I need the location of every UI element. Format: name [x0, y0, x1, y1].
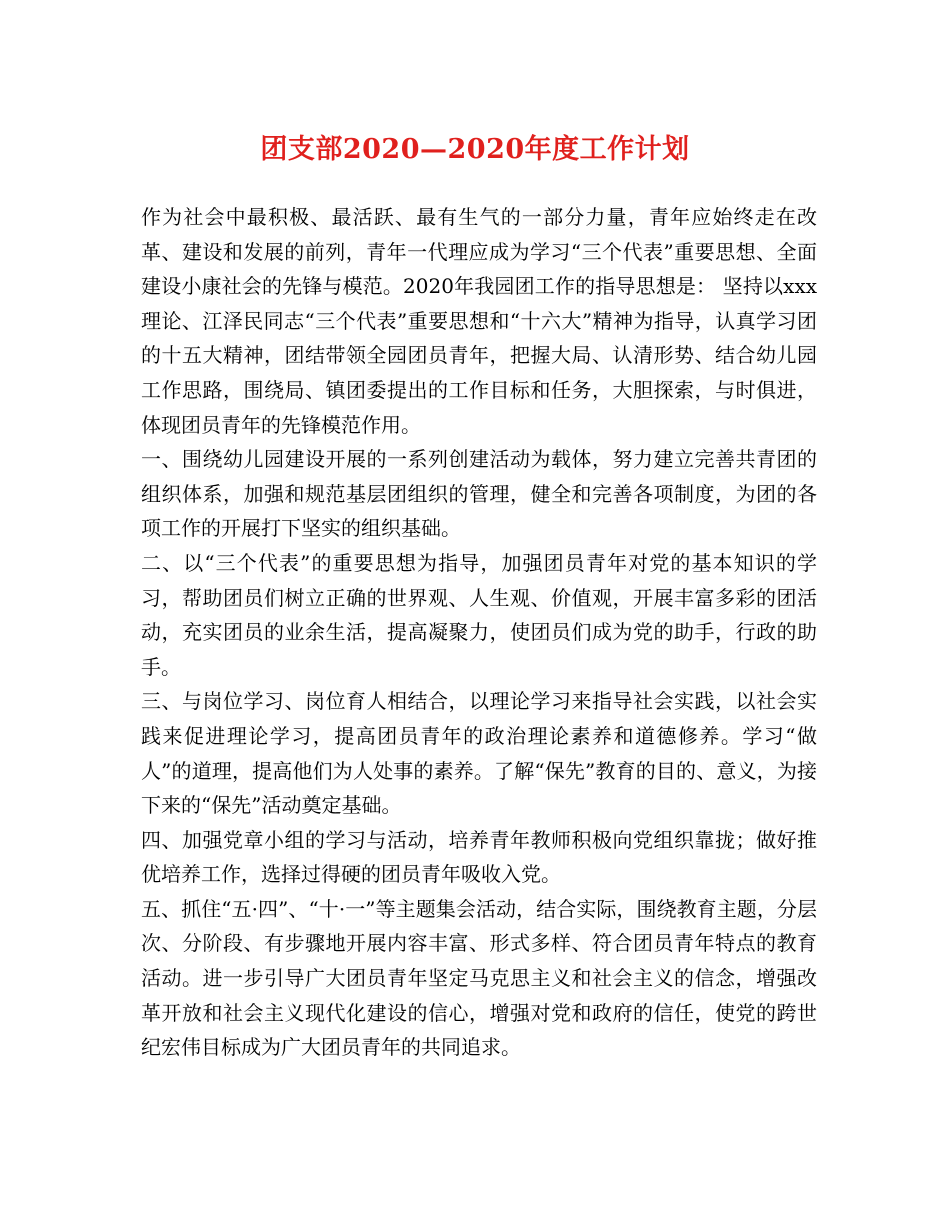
paragraph-item-4: 四、加强党章小组的学习与活动，培养青年教师积极向党组织靠拢；做好推优培养工作，选择过得硬的团员青年吸收入党。 [141, 827, 817, 887]
document-title: 团支部2020—2020年度工作计划 [260, 134, 690, 165]
paragraph-item-2: 二、以“三个代表”的重要思想为指导，加强团员青年对党的基本知识的学习，帮助团员们树立正确的世界观、人生观、价值观，开展丰富多彩的团活动，充实团员的业余生活，提高凝聚力，使团员们成为党的助手，行政的助手。 [141, 550, 817, 679]
paragraph-item-1: 一、围绕幼儿园建设开展的一系列创建活动为载体，努力建立完善共青团的组织体系，加强和规范基层团组织的管理，健全和完善各项制度，为团的各项工作的开展打下坚实的组织基础。 [141, 447, 817, 541]
document-body [141, 200, 817, 1065]
paragraph-item-5: 五、抓住“五·四”、“十·一”等主题集会活动，结合实际，围绕教育主题，分层次、分阶段、有步骤地开展内容丰富、形式多样、符合团员青年特点的教育活动。进一步引导广大团员青年坚定马克思主义和社会主义的信念，增强改革开放和社会主义现代化建设的信心，增强对党和政府的信任，使党的跨世纪宏伟目标成为广大团员青年的共同追求。 [141, 896, 817, 1060]
paragraph-item-3: 三、与岗位学习、岗位育人相结合，以理论学习来指导社会实践，以社会实践来促进理论学习，提高团员青年的政治理论素养和道德修养。学习“做人”的道理，提高他们为人处事的素养。了解“保先”教育的目的、意义，为接下来的“保先”活动奠定基础。 [141, 689, 817, 818]
paragraph-guiding-ideology: 作为社会中最积极、最活跃、最有生气的一部分力量，青年应始终走在改革、建设和发展的前列，青年一代理应成为学习“三个代表”重要思想、全面建设小康社会的先锋与模范。2020年我园团工作的指导思想是： 坚持以xxx理论、江泽民同志“三个代表”重要思想和“十六大”精神为指导，认真学习团的十五大精神，团结带领全园团员青年，把握大局、认清形势、结合幼儿园工作思路，围绕局、镇团委提出的工作目标和任务，大胆探索，与时俱进，体现团员青年的先锋模范作用。 [141, 205, 817, 437]
